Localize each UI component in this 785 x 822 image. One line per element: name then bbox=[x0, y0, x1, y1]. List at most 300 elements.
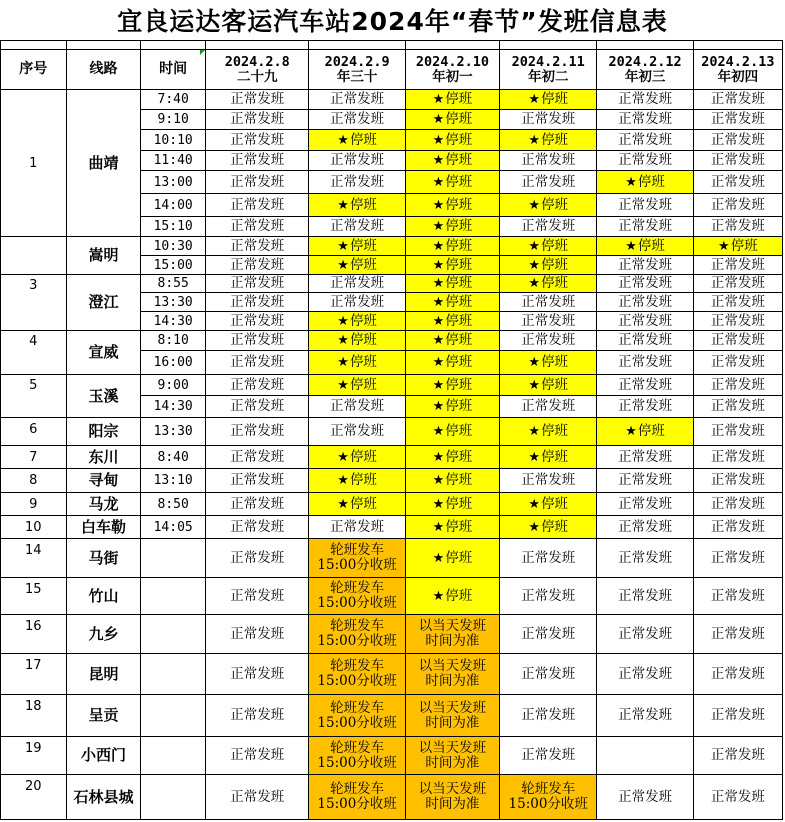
table-row bbox=[1, 418, 783, 446]
status-stop-cell bbox=[405, 351, 499, 375]
table-row bbox=[1, 375, 783, 396]
status-stop-label: 停班 bbox=[349, 131, 377, 148]
star-icon: ★ bbox=[337, 132, 349, 148]
status-normal-cell: 正常发班 bbox=[693, 615, 782, 654]
status-stop-label: 停班 bbox=[349, 312, 377, 329]
star-icon: ★ bbox=[432, 174, 445, 190]
seq-cell: 1 bbox=[1, 90, 67, 237]
star-icon: ★ bbox=[528, 355, 541, 370]
star-icon: ★ bbox=[432, 276, 445, 291]
status-line: 15:00分收班 bbox=[317, 673, 397, 689]
status-line: 15:00分收班 bbox=[317, 595, 397, 611]
status-stop-label: 停班 bbox=[445, 173, 473, 190]
status-stop-cell bbox=[405, 396, 499, 418]
route-cell: 嵩明 bbox=[66, 237, 141, 275]
status-normal-cell: 正常发班 bbox=[693, 578, 782, 615]
star-icon: ★ bbox=[625, 238, 637, 254]
star-icon: ★ bbox=[432, 355, 445, 370]
table-row bbox=[1, 446, 783, 469]
time-cell: 9:10 bbox=[141, 110, 206, 130]
status-stop-cell bbox=[405, 171, 499, 194]
star-icon: ★ bbox=[528, 257, 541, 273]
status-line: 以当天发班 bbox=[418, 739, 487, 756]
star-icon: ★ bbox=[432, 519, 445, 535]
route-cell: 竹山 bbox=[66, 578, 141, 615]
status-line: 15:00分收班 bbox=[317, 714, 397, 731]
status-stop-cell bbox=[405, 293, 499, 312]
status-normal-cell: 正常发班 bbox=[205, 256, 309, 275]
status-rotation-cell bbox=[500, 775, 597, 820]
status-stop-cell bbox=[500, 351, 597, 375]
status-rotation-cell bbox=[309, 654, 405, 695]
status-normal-cell: 正常发班 bbox=[693, 695, 782, 737]
star-icon: ★ bbox=[528, 197, 541, 213]
status-normal-cell: 正常发班 bbox=[500, 110, 597, 130]
star-icon: ★ bbox=[528, 276, 541, 291]
time-cell: 8:10 bbox=[141, 331, 206, 351]
star-icon: ★ bbox=[718, 238, 730, 254]
status-rotation-cell bbox=[309, 578, 405, 615]
time-cell bbox=[141, 578, 206, 615]
status-stop-label: 停班 bbox=[445, 256, 473, 273]
star-icon: ★ bbox=[432, 333, 445, 348]
seq-cell: 14 bbox=[1, 539, 67, 578]
route-cell: 东川 bbox=[66, 446, 141, 469]
status-normal-cell: 正常发班 bbox=[309, 90, 405, 110]
status-rotation-cell bbox=[309, 737, 405, 775]
status-normal-cell: 正常发班 bbox=[693, 331, 782, 351]
status-stop-label: 停班 bbox=[541, 495, 569, 512]
star-icon: ★ bbox=[337, 449, 349, 465]
status-stop-label: 停班 bbox=[541, 518, 569, 535]
route-cell: 寻甸 bbox=[66, 469, 141, 493]
route-cell: 昆明 bbox=[66, 654, 141, 695]
status-stop-label: 停班 bbox=[541, 91, 569, 107]
status-line: 以当天发班 bbox=[418, 618, 487, 634]
time-cell: 9:00 bbox=[141, 375, 206, 396]
star-icon: ★ bbox=[432, 219, 445, 234]
status-stop-label: 停班 bbox=[445, 293, 473, 310]
status-line: 时间为准 bbox=[425, 673, 480, 689]
status-normal-cell: 正常发班 bbox=[205, 312, 309, 331]
status-normal-cell: 正常发班 bbox=[500, 469, 597, 493]
status-normal-cell: 正常发班 bbox=[205, 578, 309, 615]
status-current-day-cell bbox=[405, 615, 499, 654]
status-stop-label: 停班 bbox=[445, 91, 473, 107]
star-icon: ★ bbox=[432, 313, 445, 329]
time-cell: 13:30 bbox=[141, 418, 206, 446]
seq-cell: 9 bbox=[1, 493, 67, 516]
status-normal-cell: 正常发班 bbox=[205, 493, 309, 516]
status-line: 轮班发车 bbox=[330, 699, 385, 716]
route-cell: 白车勒 bbox=[66, 516, 141, 539]
status-normal-cell: 正常发班 bbox=[597, 312, 693, 331]
status-normal-cell: 正常发班 bbox=[597, 293, 693, 312]
status-normal-cell: 正常发班 bbox=[597, 275, 693, 293]
status-stop-cell bbox=[405, 578, 499, 615]
status-stop-cell bbox=[500, 256, 597, 275]
star-icon: ★ bbox=[432, 294, 445, 310]
table-row bbox=[1, 578, 783, 615]
star-icon: ★ bbox=[432, 257, 445, 273]
status-normal-cell: 正常发班 bbox=[309, 275, 405, 293]
route-cell: 小西门 bbox=[66, 737, 141, 775]
status-normal-cell: 正常发班 bbox=[597, 539, 693, 578]
time-cell bbox=[141, 775, 206, 820]
status-normal-cell: 正常发班 bbox=[500, 396, 597, 418]
time-cell: 14:05 bbox=[141, 516, 206, 539]
status-normal-cell: 正常发班 bbox=[597, 331, 693, 351]
status-stop-cell bbox=[500, 516, 597, 539]
star-icon: ★ bbox=[432, 112, 445, 127]
time-cell bbox=[141, 695, 206, 737]
status-normal-cell: 正常发班 bbox=[205, 217, 309, 237]
star-icon: ★ bbox=[337, 313, 349, 329]
status-normal-cell: 正常发班 bbox=[500, 654, 597, 695]
status-stop-cell bbox=[597, 237, 693, 256]
status-stop-label: 停班 bbox=[349, 472, 377, 488]
header-date-4: 2024.2.11 年初二 bbox=[500, 50, 597, 90]
status-stop-cell bbox=[597, 418, 693, 446]
status-normal-cell: 正常发班 bbox=[597, 375, 693, 396]
time-cell: 13:30 bbox=[141, 293, 206, 312]
status-stop-cell bbox=[309, 194, 405, 217]
status-normal-cell: 正常发班 bbox=[205, 695, 309, 737]
status-stop-label: 停班 bbox=[349, 495, 377, 512]
status-stop-label: 停班 bbox=[541, 376, 569, 393]
status-stop-label: 停班 bbox=[445, 237, 473, 254]
status-normal-cell: 正常发班 bbox=[693, 217, 782, 237]
status-stop-cell bbox=[500, 493, 597, 516]
status-normal-cell: 正常发班 bbox=[205, 615, 309, 654]
status-stop-label: 停班 bbox=[541, 275, 569, 291]
status-normal-cell: 正常发班 bbox=[597, 90, 693, 110]
status-line: 15:00分收班 bbox=[317, 754, 397, 771]
star-icon: ★ bbox=[528, 519, 541, 535]
status-line: 以当天发班 bbox=[418, 658, 487, 674]
seq-cell: 18 bbox=[1, 695, 67, 737]
table-row bbox=[1, 737, 783, 775]
star-icon: ★ bbox=[432, 197, 445, 213]
status-line: 时间为准 bbox=[425, 714, 480, 731]
status-stop-label: 停班 bbox=[349, 448, 377, 465]
star-icon: ★ bbox=[337, 377, 349, 393]
time-cell: 16:00 bbox=[141, 351, 206, 375]
status-normal-cell: 正常发班 bbox=[205, 293, 309, 312]
status-normal-cell: 正常发班 bbox=[597, 396, 693, 418]
status-stop-label: 停班 bbox=[445, 376, 473, 393]
status-normal-cell: 正常发班 bbox=[693, 130, 782, 151]
status-normal-cell: 正常发班 bbox=[693, 516, 782, 539]
seq-cell bbox=[1, 237, 67, 275]
status-normal-cell: 正常发班 bbox=[309, 151, 405, 171]
route-cell: 呈贡 bbox=[66, 695, 141, 737]
status-normal-cell: 正常发班 bbox=[597, 695, 693, 737]
status-stop-label: 停班 bbox=[349, 196, 377, 213]
status-normal-cell: 正常发班 bbox=[205, 151, 309, 171]
seq-cell: 19 bbox=[1, 737, 67, 775]
star-icon: ★ bbox=[432, 92, 445, 107]
status-rotation-cell bbox=[309, 775, 405, 820]
status-stop-label: 停班 bbox=[445, 275, 473, 291]
route-cell: 九乡 bbox=[66, 615, 141, 654]
status-normal-cell: 正常发班 bbox=[205, 516, 309, 539]
status-stop-label: 停班 bbox=[637, 423, 665, 439]
status-normal-cell: 正常发班 bbox=[597, 151, 693, 171]
seq-cell: 17 bbox=[1, 654, 67, 695]
schedule-body bbox=[1, 41, 783, 820]
status-normal-cell: 正常发班 bbox=[693, 493, 782, 516]
star-icon: ★ bbox=[337, 355, 349, 370]
star-icon: ★ bbox=[528, 92, 541, 107]
status-normal-cell: 正常发班 bbox=[693, 654, 782, 695]
star-icon: ★ bbox=[432, 238, 445, 254]
status-stop-cell bbox=[597, 171, 693, 194]
status-stop-cell bbox=[405, 446, 499, 469]
status-normal-cell: 正常发班 bbox=[309, 293, 405, 312]
status-stop-cell bbox=[405, 151, 499, 171]
table-row bbox=[1, 539, 783, 578]
status-normal-cell: 正常发班 bbox=[205, 130, 309, 151]
status-stop-label: 停班 bbox=[541, 196, 569, 213]
header-date-2: 2024.2.9 年三十 bbox=[309, 50, 405, 90]
time-cell: 14:00 bbox=[141, 194, 206, 217]
status-stop-cell bbox=[405, 275, 499, 293]
status-stop-cell bbox=[405, 256, 499, 275]
status-normal-cell: 正常发班 bbox=[597, 516, 693, 539]
table-row bbox=[1, 516, 783, 539]
status-stop-cell bbox=[405, 516, 499, 539]
time-cell: 8:40 bbox=[141, 446, 206, 469]
status-normal-cell: 正常发班 bbox=[597, 775, 693, 820]
status-line: 轮班发车 bbox=[521, 781, 576, 797]
status-normal-cell: 正常发班 bbox=[597, 110, 693, 130]
star-icon: ★ bbox=[432, 588, 445, 604]
time-cell: 15:00 bbox=[141, 256, 206, 275]
status-line: 时间为准 bbox=[425, 754, 480, 771]
status-normal-cell: 正常发班 bbox=[500, 331, 597, 351]
seq-cell: 10 bbox=[1, 516, 67, 539]
status-normal-cell: 正常发班 bbox=[500, 615, 597, 654]
seq-cell: 8 bbox=[1, 469, 67, 493]
status-stop-label: 停班 bbox=[349, 256, 377, 273]
star-icon: ★ bbox=[337, 333, 349, 348]
table-row bbox=[1, 654, 783, 695]
star-icon: ★ bbox=[528, 377, 541, 393]
status-normal-cell: 正常发班 bbox=[693, 396, 782, 418]
seq-cell: 6 bbox=[1, 418, 67, 446]
status-normal-cell: 正常发班 bbox=[597, 578, 693, 615]
time-cell: 8:55 bbox=[141, 275, 206, 293]
seq-cell: 7 bbox=[1, 446, 67, 469]
status-normal-cell: 正常发班 bbox=[309, 217, 405, 237]
status-stop-cell bbox=[405, 130, 499, 151]
status-line: 时间为准 bbox=[425, 796, 480, 812]
status-stop-label: 停班 bbox=[541, 256, 569, 273]
star-icon: ★ bbox=[337, 197, 349, 213]
status-normal-cell: 正常发班 bbox=[205, 446, 309, 469]
status-stop-cell bbox=[405, 90, 499, 110]
status-stop-label: 停班 bbox=[445, 312, 473, 329]
status-normal-cell: 正常发班 bbox=[205, 539, 309, 578]
page-title: 宜良运达客运汽车站2024年“春节”发班信息表 bbox=[117, 7, 668, 36]
time-cell bbox=[141, 737, 206, 775]
time-cell bbox=[141, 654, 206, 695]
time-cell: 14:30 bbox=[141, 312, 206, 331]
status-normal-cell: 正常发班 bbox=[205, 237, 309, 256]
time-cell: 14:30 bbox=[141, 396, 206, 418]
time-cell: 10:30 bbox=[141, 237, 206, 256]
status-stop-label: 停班 bbox=[349, 354, 377, 370]
status-line: 时间为准 bbox=[425, 633, 480, 649]
status-normal-cell: 正常发班 bbox=[693, 312, 782, 331]
status-stop-cell bbox=[405, 110, 499, 130]
status-stop-cell bbox=[309, 331, 405, 351]
status-stop-cell bbox=[500, 275, 597, 293]
star-icon: ★ bbox=[625, 424, 637, 439]
star-icon: ★ bbox=[432, 496, 445, 512]
header-seq: 序号 bbox=[1, 50, 67, 90]
status-normal-cell: 正常发班 bbox=[500, 151, 597, 171]
status-stop-cell bbox=[500, 375, 597, 396]
time-cell bbox=[141, 615, 206, 654]
status-normal-cell: 正常发班 bbox=[597, 351, 693, 375]
status-stop-label: 停班 bbox=[541, 131, 569, 148]
status-stop-label: 停班 bbox=[541, 354, 569, 370]
status-normal-cell: 正常发班 bbox=[693, 256, 782, 275]
table-row bbox=[1, 237, 783, 256]
status-normal-cell: 正常发班 bbox=[693, 90, 782, 110]
route-cell: 澄江 bbox=[66, 275, 141, 331]
status-stop-label: 停班 bbox=[541, 237, 569, 254]
table-row bbox=[1, 775, 783, 820]
status-rotation-cell bbox=[309, 615, 405, 654]
status-normal-cell: 正常发班 bbox=[693, 737, 782, 775]
status-line: 轮班发车 bbox=[330, 580, 385, 596]
status-normal-cell: 正常发班 bbox=[500, 539, 597, 578]
star-icon: ★ bbox=[337, 473, 349, 488]
status-normal-cell: 正常发班 bbox=[693, 539, 782, 578]
status-stop-cell bbox=[309, 130, 405, 151]
status-normal-cell: 正常发班 bbox=[597, 256, 693, 275]
status-stop-label: 停班 bbox=[445, 549, 473, 566]
status-stop-cell bbox=[405, 539, 499, 578]
time-cell: 7:40 bbox=[141, 90, 206, 110]
star-icon: ★ bbox=[528, 132, 541, 148]
status-stop-cell bbox=[500, 237, 597, 256]
status-stop-cell bbox=[405, 469, 499, 493]
status-stop-label: 停班 bbox=[445, 196, 473, 213]
status-normal-cell: 正常发班 bbox=[309, 110, 405, 130]
status-normal-cell: 正常发班 bbox=[597, 130, 693, 151]
status-stop-cell bbox=[693, 237, 782, 256]
status-stop-label: 停班 bbox=[445, 131, 473, 148]
status-normal-cell: 正常发班 bbox=[309, 171, 405, 194]
star-icon: ★ bbox=[432, 153, 445, 168]
status-stop-label: 停班 bbox=[541, 448, 569, 465]
status-stop-cell bbox=[405, 217, 499, 237]
star-icon: ★ bbox=[337, 496, 349, 512]
status-line: 轮班发车 bbox=[330, 739, 385, 756]
status-normal-cell: 正常发班 bbox=[205, 171, 309, 194]
status-stop-cell bbox=[309, 351, 405, 375]
star-icon: ★ bbox=[528, 496, 541, 512]
status-line: 以当天发班 bbox=[418, 781, 487, 797]
status-normal-cell: 正常发班 bbox=[205, 351, 309, 375]
status-normal-cell: 正常发班 bbox=[500, 171, 597, 194]
table-row bbox=[1, 469, 783, 493]
star-icon: ★ bbox=[432, 473, 445, 488]
star-icon: ★ bbox=[432, 377, 445, 393]
status-stop-label: 停班 bbox=[445, 398, 473, 414]
status-normal-cell: 正常发班 bbox=[205, 110, 309, 130]
status-stop-cell bbox=[309, 469, 405, 493]
status-normal-cell: 正常发班 bbox=[205, 275, 309, 293]
table-row bbox=[1, 275, 783, 293]
status-normal-cell: 正常发班 bbox=[693, 775, 782, 820]
route-cell: 马街 bbox=[66, 539, 141, 578]
status-normal-cell: 正常发班 bbox=[309, 516, 405, 539]
status-normal-cell: 正常发班 bbox=[205, 737, 309, 775]
status-normal-cell: 正常发班 bbox=[205, 654, 309, 695]
status-stop-cell bbox=[309, 256, 405, 275]
route-cell: 曲靖 bbox=[66, 90, 141, 237]
schedule-table bbox=[0, 40, 783, 820]
seq-cell: 4 bbox=[1, 331, 67, 375]
seq-cell: 3 bbox=[1, 275, 67, 331]
status-stop-label: 停班 bbox=[445, 332, 473, 348]
status-normal-cell: 正常发班 bbox=[693, 469, 782, 493]
time-cell: 13:10 bbox=[141, 469, 206, 493]
status-stop-cell bbox=[405, 375, 499, 396]
status-normal-cell: 正常发班 bbox=[693, 110, 782, 130]
seq-cell: 20 bbox=[1, 775, 67, 820]
status-stop-label: 停班 bbox=[445, 495, 473, 512]
star-icon: ★ bbox=[625, 174, 637, 190]
status-normal-cell: 正常发班 bbox=[500, 312, 597, 331]
status-stop-cell bbox=[309, 312, 405, 331]
status-stop-cell bbox=[500, 418, 597, 446]
status-stop-cell bbox=[405, 237, 499, 256]
header-date-5: 2024.2.12 年初三 bbox=[597, 50, 693, 90]
status-normal-cell: 正常发班 bbox=[500, 293, 597, 312]
time-cell: 10:10 bbox=[141, 130, 206, 151]
status-stop-label: 停班 bbox=[730, 237, 758, 254]
spacer-row bbox=[1, 41, 783, 50]
star-icon: ★ bbox=[432, 132, 445, 148]
status-stop-label: 停班 bbox=[445, 111, 473, 127]
status-normal-cell: 正常发班 bbox=[205, 331, 309, 351]
route-cell: 石林县城 bbox=[66, 775, 141, 820]
star-icon: ★ bbox=[432, 550, 445, 566]
status-stop-label: 停班 bbox=[445, 518, 473, 535]
status-stop-label: 停班 bbox=[637, 237, 665, 254]
seq-cell: 16 bbox=[1, 615, 67, 654]
status-normal-cell: 正常发班 bbox=[205, 396, 309, 418]
table-row bbox=[1, 695, 783, 737]
star-icon: ★ bbox=[337, 257, 349, 273]
status-current-day-cell bbox=[405, 775, 499, 820]
status-normal-cell: 正常发班 bbox=[693, 418, 782, 446]
status-normal-cell: 正常发班 bbox=[205, 469, 309, 493]
star-icon: ★ bbox=[432, 424, 445, 439]
route-cell: 马龙 bbox=[66, 493, 141, 516]
status-line: 轮班发车 bbox=[330, 658, 385, 674]
header-time: 时间 bbox=[141, 50, 206, 90]
route-cell: 玉溪 bbox=[66, 375, 141, 418]
star-icon: ★ bbox=[432, 449, 445, 465]
seq-cell: 15 bbox=[1, 578, 67, 615]
